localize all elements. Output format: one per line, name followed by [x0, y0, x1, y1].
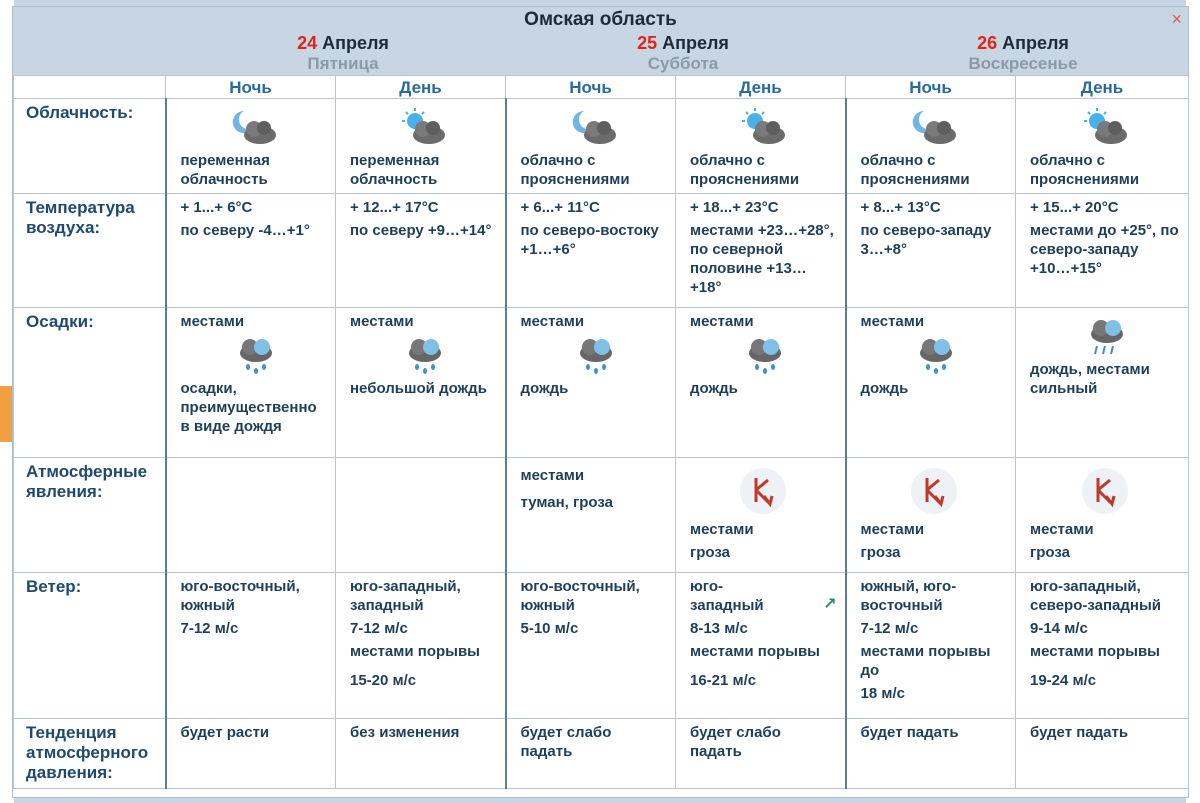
- pressure-trend: будет слабо падать: [520, 724, 612, 760]
- phenomena-text: гроза: [860, 544, 901, 561]
- precip-where: местами: [350, 313, 414, 330]
- column-header: День: [1016, 76, 1189, 99]
- column-header: Ночь: [846, 76, 1016, 99]
- row-cloudiness: [14, 99, 1189, 194]
- weekday-day-2: Суббота: [647, 54, 719, 73]
- temp-note: по северу -4…+1°: [180, 222, 310, 239]
- temp-note: местами +23…+28°, по северной половине +13…+18°: [690, 222, 834, 296]
- precip-where: местами: [180, 313, 245, 330]
- pressure-trend: без изменения: [350, 724, 460, 741]
- temp-range: + 15...+ 20°C: [1030, 199, 1119, 216]
- night-cloud-icon: [861, 107, 1008, 147]
- wind-direction: юго-западный, северо-западный: [1030, 578, 1161, 614]
- cloud-text: переменная облачность: [180, 152, 270, 188]
- date-month: Апреля: [662, 33, 729, 53]
- column-header: День: [336, 76, 506, 99]
- heavy-rain-cloud-icon: [1030, 316, 1180, 356]
- temp-note: местами до +25°, по северо-западу +10…+15°: [1030, 222, 1179, 277]
- precip-text: осадки, преимущественно в виде дождя: [180, 380, 317, 435]
- precip-where: местами: [520, 313, 585, 330]
- weekday-day-3: Воскресенье: [968, 54, 1078, 73]
- rain-cloud-icon: [181, 335, 328, 375]
- forecast-popup: [12, 6, 1189, 798]
- temp-note: по северо-западу 3…+8°: [860, 222, 992, 258]
- forecast-table: [13, 75, 1188, 789]
- column-header: День: [676, 76, 846, 99]
- wind-speed: 8-13 м/с: [690, 620, 748, 637]
- pressure-trend: будет падать: [1030, 724, 1129, 741]
- day-cloud-icon: [350, 107, 497, 147]
- wind-arrow-icon: ↗: [823, 596, 837, 613]
- phenomena-where: местами: [690, 521, 754, 538]
- popup-header: [13, 7, 1188, 75]
- temp-range: + 12...+ 17°C: [350, 199, 439, 216]
- row-pressure: [14, 719, 1189, 789]
- wind-speed: 7-12 м/с: [350, 620, 408, 637]
- precip-text: небольшой дождь: [350, 380, 487, 397]
- row-label: Ветер:: [14, 573, 166, 719]
- wind-gust-label: местами порывы: [1030, 643, 1160, 660]
- wind-direction: южный, юго-восточный: [860, 578, 957, 614]
- wind-speed: 5-10 м/с: [520, 620, 579, 637]
- night-cloud-icon: [521, 107, 668, 147]
- pressure-trend: будет расти: [180, 724, 270, 741]
- phenomena-where: местами: [1030, 521, 1094, 538]
- cloud-text: облачно с прояснениями: [860, 152, 970, 188]
- rain-cloud-icon: [861, 335, 1008, 375]
- precip-where: местами: [690, 313, 754, 330]
- day-cloud-icon: [1030, 107, 1180, 147]
- wind-direction: юго-западный, западный: [350, 578, 461, 614]
- wind-gust-label: местами порывы: [350, 643, 480, 660]
- header-corner: [14, 76, 166, 99]
- row-label: Тенденция атмосферного давления:: [14, 719, 166, 789]
- temp-note: по северо-востоку +1…+6°: [520, 222, 659, 258]
- wind-direction: юго-восточный, южный: [180, 578, 300, 614]
- wind-gust: 15-20 м/с: [350, 672, 417, 689]
- temp-range: + 18...+ 23°C: [690, 199, 779, 216]
- row-wind: [14, 573, 1189, 719]
- wind-speed: 7-12 м/с: [180, 620, 239, 637]
- date-day-3: [853, 33, 1193, 54]
- phenomena-text: гроза: [1030, 544, 1070, 561]
- wind-speed: 9-14 м/с: [1030, 620, 1088, 637]
- wind-gust-label: местами порывы до: [860, 643, 991, 679]
- cloud-text: переменная облачность: [350, 152, 440, 188]
- column-header: Ночь: [166, 76, 336, 99]
- precip-text: дождь: [690, 380, 738, 397]
- wind-gust: 19-24 м/с: [1030, 672, 1097, 689]
- temp-range: + 1...+ 6°C: [180, 199, 253, 216]
- thunder-icon: [690, 466, 837, 516]
- cloud-text: облачно с прояснениями: [690, 152, 800, 188]
- phenomena-text: гроза: [690, 544, 730, 561]
- row-label: Осадки:: [14, 308, 166, 458]
- region-title: Омская область: [524, 9, 677, 30]
- pressure-trend: будет слабо падать: [690, 724, 781, 760]
- phenomena-where: местами: [520, 467, 585, 484]
- temp-range: + 6...+ 11°C: [520, 199, 600, 216]
- rain-cloud-icon: [690, 335, 837, 375]
- precip-text: дождь: [520, 380, 569, 397]
- wind-direction: юго-западный: [690, 578, 764, 614]
- background-banner: [0, 386, 12, 442]
- close-icon[interactable]: ×: [1171, 9, 1182, 29]
- date-day-2: [513, 33, 853, 54]
- date-month: Апреля: [1002, 33, 1069, 53]
- temp-note: по северу +9…+14°: [350, 222, 492, 239]
- cloud-text: облачно с прояснениями: [1030, 152, 1140, 188]
- thunder-icon: [861, 466, 1008, 516]
- date-number: 24: [297, 33, 318, 53]
- column-header: Ночь: [506, 76, 676, 99]
- thunder-icon: [1030, 466, 1180, 516]
- date-number: 26: [977, 33, 998, 53]
- precip-text: дождь: [860, 380, 909, 397]
- precip-where: местами: [860, 313, 925, 330]
- cloud-text: облачно с прояснениями: [520, 152, 630, 188]
- date-month: Апреля: [322, 33, 389, 53]
- precip-text: дождь, местами сильный: [1030, 361, 1150, 397]
- row-temperature: [14, 194, 1189, 308]
- wind-gust: 18 м/с: [860, 685, 905, 702]
- row-label: Температура воздуха:: [14, 194, 166, 308]
- wind-gust-label: местами порывы: [690, 643, 820, 660]
- phenomena-text: туман, гроза: [520, 494, 613, 511]
- wind-speed: 7-12 м/с: [860, 620, 919, 637]
- row-precipitation: [14, 308, 1189, 458]
- weekday-day-1: Пятница: [307, 54, 379, 73]
- temp-range: + 8...+ 13°C: [860, 199, 941, 216]
- row-label: Облачность:: [14, 99, 166, 194]
- pressure-trend: будет падать: [860, 724, 959, 741]
- phenomena-where: местами: [860, 521, 925, 538]
- rain-cloud-icon: [521, 335, 668, 375]
- date-day-1: [173, 33, 513, 54]
- wind-gust: 16-21 м/с: [690, 672, 757, 689]
- date-number: 25: [637, 33, 658, 53]
- night-cloud-icon: [181, 107, 328, 147]
- wind-direction: юго-восточный, южный: [520, 578, 640, 614]
- rain-cloud-icon: [350, 335, 497, 375]
- row-label: Атмосферные явления:: [14, 458, 166, 573]
- day-cloud-icon: [690, 107, 837, 147]
- row-phenomena: [14, 458, 1189, 573]
